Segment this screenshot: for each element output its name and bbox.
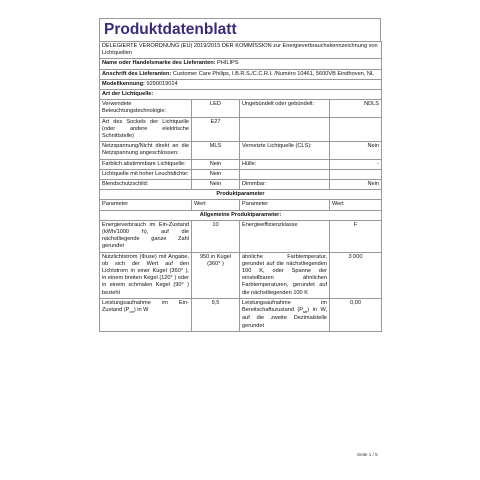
row-value: MLS bbox=[192, 142, 240, 159]
regulation-row bbox=[100, 42, 382, 59]
model-id-label: Modellkennung: bbox=[102, 80, 145, 87]
row-label: Verwendete Beleuchtungstechnologie: bbox=[100, 100, 192, 117]
model-id-row bbox=[100, 79, 382, 89]
col-header-param-2: Parameter bbox=[240, 200, 330, 210]
section-product: Produktparameter bbox=[100, 190, 382, 200]
data-table bbox=[99, 41, 382, 332]
table-row bbox=[100, 220, 382, 252]
row-label: Netzspannung/Nicht direkt an die Netzspannung angeschlossen: bbox=[100, 142, 192, 159]
param-value: 10 bbox=[192, 220, 240, 252]
row-label-2: Hülle: bbox=[240, 159, 330, 169]
param-label-subscript: sb bbox=[303, 309, 308, 315]
section-general-row bbox=[100, 210, 382, 220]
sheet-title: Produktdatenblatt bbox=[99, 18, 381, 41]
row-value-2: - bbox=[330, 159, 382, 169]
supplier-address-label: Anschrift des Lieferanten: bbox=[102, 70, 172, 77]
row-value: Nein bbox=[192, 180, 240, 190]
table-row bbox=[100, 298, 382, 331]
table-row bbox=[100, 117, 382, 142]
row-value-2: Nein bbox=[330, 180, 382, 190]
col-header-param: Parameter bbox=[100, 200, 192, 210]
product-data-sheet bbox=[99, 18, 381, 332]
row-label-2: Dimmbar: bbox=[240, 180, 330, 190]
page-footer: Seite 1 / 5 bbox=[357, 452, 378, 457]
param-label-2: Energieeffizienzklasse bbox=[240, 220, 330, 252]
row-value: LED bbox=[192, 100, 240, 117]
col-header-value-2: Wert bbox=[330, 200, 382, 210]
column-header-row bbox=[100, 200, 382, 210]
param-label-tail: ) in W, auf die zweite Dezimalstelle gerundet bbox=[242, 307, 328, 329]
table-row bbox=[100, 169, 382, 179]
row-label: Lichtquelle mit hoher Leuchtdichte: bbox=[100, 169, 192, 179]
param-value-2: 3 000 bbox=[330, 252, 382, 298]
row-label: Blendschutzschild: bbox=[100, 180, 192, 190]
section-product-row bbox=[100, 190, 382, 200]
param-value-2: 0,00 bbox=[330, 298, 382, 331]
row-value-2 bbox=[330, 117, 382, 142]
row-label: Art des Sockels der Lichtquelle (oder andere elektrische Schnittstelle) bbox=[100, 117, 192, 142]
supplier-name-value: PHILIPS bbox=[217, 60, 239, 67]
col-header-value: Wert bbox=[192, 200, 240, 210]
param-value: 9,5 bbox=[192, 298, 240, 331]
table-row bbox=[100, 252, 382, 298]
row-label-2: Ungebündelt oder gebündelt: bbox=[240, 100, 330, 117]
table-row bbox=[100, 142, 382, 159]
param-label-2: ähnliche Farbtemperatur, gerundet auf die nächstliegenden 100 K, oder Spanne der einstellbaren ähnlichen Farbtemperaturen, gerundet auf die nächstliegenden 100 K bbox=[240, 252, 330, 298]
model-id-value: 9290019014 bbox=[146, 80, 178, 87]
section-lightsource-row bbox=[100, 90, 382, 100]
row-label: Farblich abstimmbare Lichtquelle: bbox=[100, 159, 192, 169]
section-lightsource: Art der Lichtquelle: bbox=[100, 90, 382, 100]
param-label bbox=[100, 298, 192, 331]
row-value-2 bbox=[330, 169, 382, 179]
table-row bbox=[100, 180, 382, 190]
table-row bbox=[100, 100, 382, 117]
param-label: Nutzlichtstrom (Φuse) mit Angabe, ob sich der Wert auf den Lichtstrom in einer Kugel (360° ), in einem breiten Kegel (120° ) oder in einem schmalen Kegel (90° ) bezieht bbox=[100, 252, 192, 298]
row-label-2 bbox=[240, 169, 330, 179]
section-general: Allgemeine Produktparameter: bbox=[100, 210, 382, 220]
row-value-2: NDLS bbox=[330, 100, 382, 117]
row-value: E27 bbox=[192, 117, 240, 142]
regulation-text: DELEGIERTE VERORDNUNG (EU) 2019/2015 DER KOMMISSION zur Energieverbrauchskennzeichnung von Lichtquellen bbox=[100, 42, 382, 59]
row-value-2: Nein bbox=[330, 142, 382, 159]
param-value-2: F bbox=[330, 220, 382, 252]
param-label-text: Leistungsaufnahme im Bereitschaftszustand (P bbox=[242, 299, 327, 314]
param-label-text: Leistungsaufnahme im Ein-Zustand (P bbox=[102, 299, 189, 314]
table-row bbox=[100, 159, 382, 169]
param-value: 950 in Kugel (360° ) bbox=[192, 252, 240, 298]
supplier-address-row bbox=[100, 69, 382, 79]
row-value: Nein bbox=[192, 169, 240, 179]
supplier-name-label: Name oder Handelsmarke des Lieferanten: bbox=[102, 60, 216, 67]
supplier-address-value: Customer Care Philips, I.B.R.S./C.C.R.I. /Numéro 10461, 5600VB Eindhoven, NL bbox=[172, 70, 375, 77]
param-label: Energieverbrauch im Ein-Zustand (kWh/1000 h), auf die nächstliegende ganze Zahl gerundet bbox=[100, 220, 192, 252]
row-label-2: Vernetzte Lichtquelle (CLS): bbox=[240, 142, 330, 159]
param-label-tail: ) in W bbox=[133, 307, 149, 314]
param-label-2 bbox=[240, 298, 330, 331]
param-label-subscript: on bbox=[129, 309, 134, 315]
row-value: Nein bbox=[192, 159, 240, 169]
supplier-name-row bbox=[100, 59, 382, 69]
row-label-2 bbox=[240, 117, 330, 142]
